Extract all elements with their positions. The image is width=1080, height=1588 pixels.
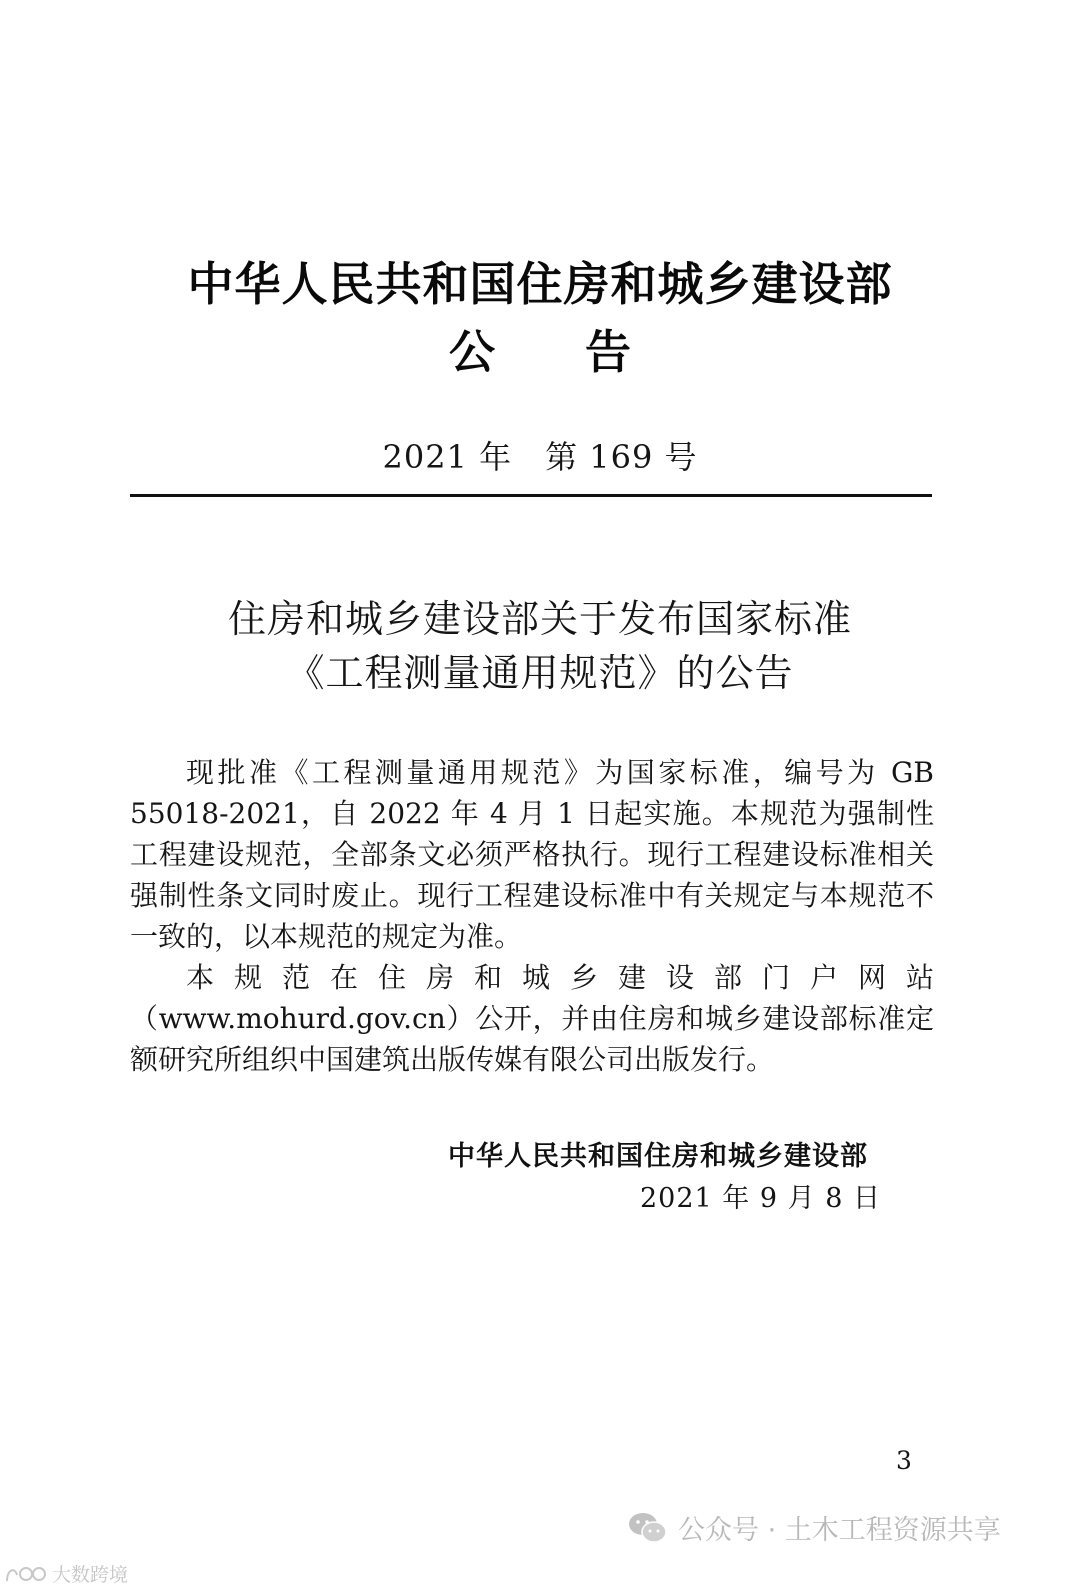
document-number: 2021 年 第 169 号 bbox=[382, 438, 698, 476]
body-paragraph-1: 现批准《工程测量通用规范》为国家标准，编号为 GB 55018-2021，自 2022 年 4 月 1 日起实施。本规范为强制性工程建设规范，全部条文必须严格执行。现行工程建设标准相关强制性条文同时废止。现行工程建设标准中有关规定与本规范不一致的，以本规范的规定为准。 bbox=[130, 756, 934, 953]
brand-watermark-text: 大数跨境 bbox=[52, 1564, 129, 1586]
page-number: 3 bbox=[896, 1446, 912, 1475]
notice-body bbox=[130, 752, 934, 1080]
notice-title-line2: 《工程测量通用规范》的公告 bbox=[286, 651, 794, 695]
announcement-heading: 公告 bbox=[449, 325, 721, 379]
header-divider bbox=[130, 494, 932, 497]
wechat-icon bbox=[628, 1511, 668, 1545]
issuing-authority-header: 中华人民共和国住房和城乡建设部 bbox=[187, 257, 893, 311]
body-paragraph-2: 本规范在住房和城乡建设部门户网站（www.mohurd.gov.cn）公开，并由住房和城乡建设部标准定额研究所组织中国建筑出版传媒有限公司出版发行。 bbox=[130, 961, 934, 1076]
notice-title bbox=[0, 592, 1080, 700]
wechat-watermark-text: 公众号 · 土木工程资源共享 bbox=[678, 1515, 1001, 1546]
brand-logo-icon bbox=[4, 1563, 48, 1585]
notice-title-line1: 住房和城乡建设部关于发布国家标准 bbox=[227, 597, 852, 641]
signature-date: 2021 年 9 月 8 日 bbox=[640, 1183, 881, 1214]
wechat-watermark bbox=[628, 1508, 1001, 1547]
signature-authority: 中华人民共和国住房和城乡建设部 bbox=[448, 1141, 868, 1172]
brand-watermark bbox=[4, 1560, 128, 1587]
